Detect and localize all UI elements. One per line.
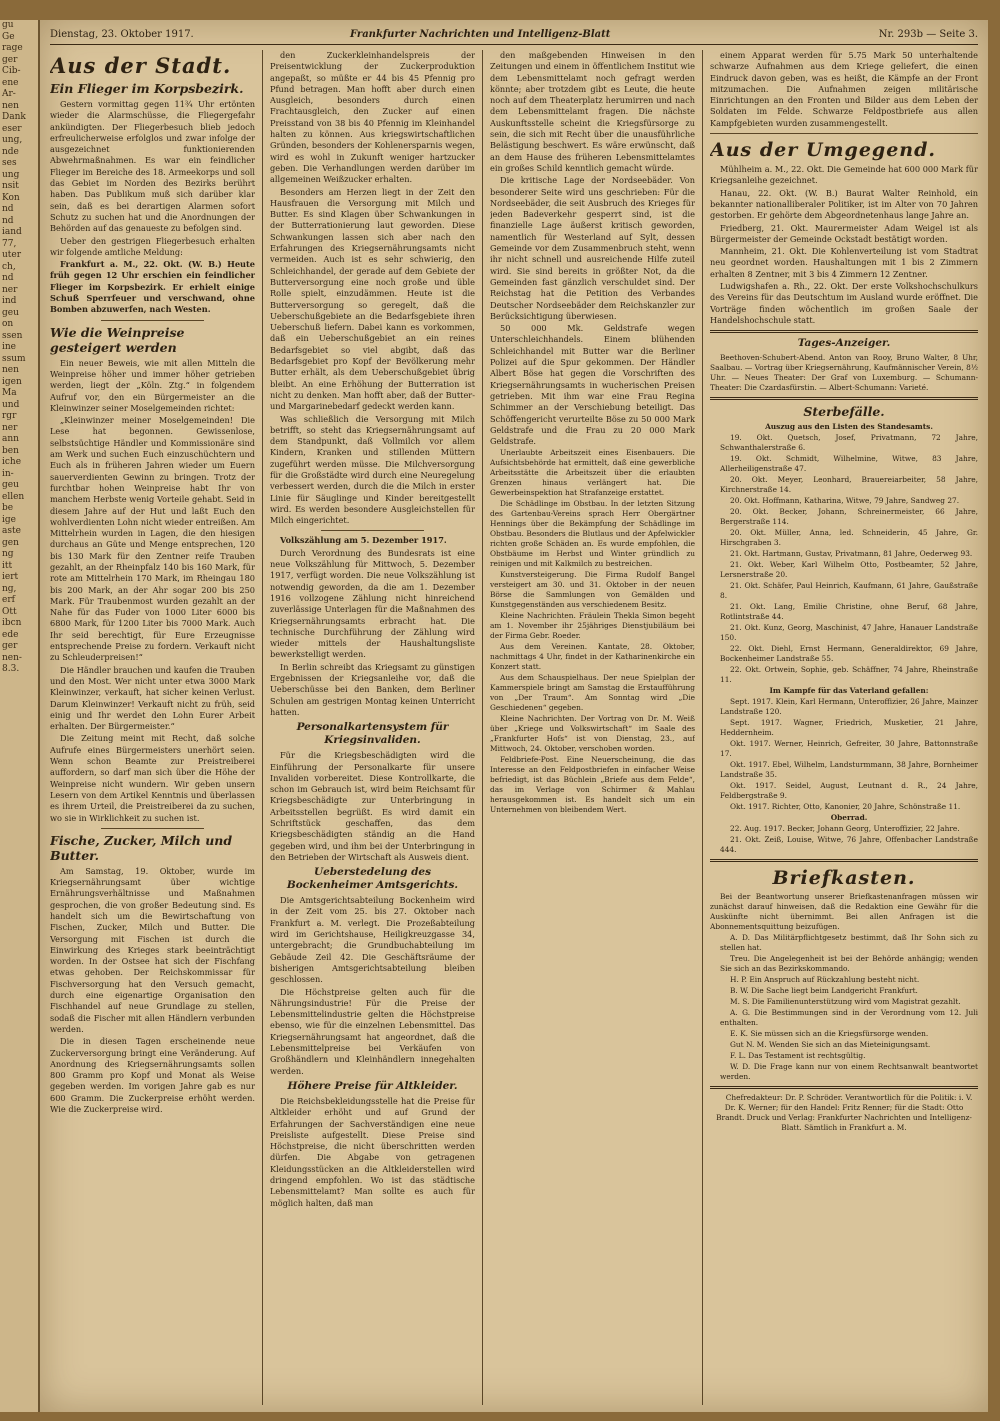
death-notice: 20. Okt. Hoffmann, Katharina, Witwe, 79 Jahre, Sandweg 27. [730,496,960,506]
prev-page-fragment: iand [2,227,22,237]
article-paragraph: Unerlaubte Arbeitszeit eines Eisenbauers. Die Aufsichtsbehörde hat ermittelt, daß eine gewerbliche Arbeitsstätte die Arbeitszeit über die erlaubten Grenzen hinaus verlängert hat. Die Gewerbeinspektion hat Strafanzeige erstattet. [490,448,695,498]
article-paragraph: Kleine Nachrichten. Fräulein Thekla Simon begeht am 1. November ihr 25jähriges Dienstjubiläum bei der Firma Gebr. Roeder. [490,611,695,641]
article-paragraph: Frankfurt a. M., 22. Okt. (W. B.) Heute früh gegen 12 Uhr erschien ein feindlicher Flieger im Korpsbezirk. Er erhielt einige Schuß Sperrfeuer und verschwand, ohne Bomben abzuwerfen, nach Westen. [50,259,255,315]
prev-page-fragment: ses [2,158,17,168]
article-paragraph: Hanau, 22. Okt. (W. B.) Baurat Walter Reinhold, ein bekannter nationalliberaler Politiker, ist im Alter von 70 Jahren gestorben. Er gehörte dem Abgeordnetenhaus lange Jahre an. [710,187,978,221]
article-paragraph: Ludwigshafen a. Rh., 22. Okt. Der erste Volkshochschulkurs des Vereins für das Deutschtum im Ausland wurde eröffnet. Die Vorträge finden wöchentlich im großen Saale der Handelshochschule statt. [710,281,978,325]
fallen-soldier-notice: Okt. 1917. Seidel, August, Leutnant d. R., 24 Jahre, Feldbergstraße 9. [720,781,978,801]
prev-page-fragment: 8.3. [2,664,20,674]
fallen-soldier-notice: Okt. 1917. Richter, Otto, Kanonier, 20 Jahre, Schönstraße 11. [730,802,961,812]
article-paragraph: Besonders am Herzen liegt in der Zeit den Hausfrauen die Versorgung mit Milch und Butter. Es sind Klagen über Schwankungen in der Butterrationierung laut geworden. Diese Schwankungen lassen sich aber nach den Erfahrungen des Kriegsernährungsamts nicht vermeiden. Auch ist es sehr schwierig, den Schleichhandel, der gerade auf dem Gebiete der Butterversorgung eine noch große und üble Rolle spielt, einzudämmen. Heute ist die Butterversorgung so geregelt, daß die Ueberschußgebiete an die Bedarfsgebiete ihren Ueberschuß liefern. Dabei kann es vorkommen, daß ein Ueberschußgebiet an ein reines Bedarfsgebiet so viel abgibt, daß das Bedarfsgebiet pro Kopf der Bevölkerung mehr Butter erhält, als dem Ueberschußgebiet übrig bleibt. An eine Erhöhung der Butterration ist nicht zu denken. Man hofft aber, daß der Butter- und Margarinebedarf gedeckt werden kann. [270,186,475,412]
divider [710,1086,978,1089]
prev-page-fragment: und [2,399,20,410]
article-paragraph: Gestern vormittag gegen 11¾ Uhr ertönten wieder die Alarmschüsse, die Fliegergefahr ankündigten. Der Fliegerbesuch blieb jedoch erfreulicherweise erfolglos und zwar infolge der ausgezeichnet funktionierenden Abwehrmaßnahmen. Es war ein feindlicher Flieger im Bereiche des 18. Armeekorps und soll das Gebiet im Norden des Bezirks berührt haben. Das Publikum muß sich darüber klar sein, daß es bei derartigen Alarmen sofort Schutz zu suchen hat und die Anordnungen der Behörden auf das genaueste zu befolgen sind. [50,99,255,234]
death-notice: 21. Okt. Lang, Emilie Christine, ohne Beruf, 68 Jahre, Rotlintstraße 44. [720,602,978,622]
prev-page-fragment: on [2,319,14,329]
column-1 [50,50,255,1405]
article-paragraph: Ein neuer Beweis, wie mit allen Mitteln die Weinpreise höher und immer höher getrieben werden, liegt der „Köln. Ztg.“ in folgendem Aufruf vor, den ein Bürgermeister an die Kleinwinzer seiner Moselgemeinden richtet: [50,357,255,413]
divider [710,859,978,862]
prev-page-fragment: iche [2,457,22,467]
death-notice: 19. Okt. Quetsch, Josef, Privatmann, 72 Jahre, Schwanthalerstraße 6. [720,433,978,453]
prev-page-fragment: gen [2,537,19,548]
prev-page-fragment: Kon [2,192,20,203]
article-paragraph: Friedberg, 21. Okt. Maurermeister Adam Weigel ist als Bürgermeister der Gemeinde Ockstadt bestätigt worden. [710,222,978,244]
prev-page-fragment: Ma [2,388,17,398]
prev-page-fragment: ellen [2,491,25,502]
article-paragraph: Was schließlich die Versorgung mit Milch betrifft, so steht das Kriegsernährungsamt auf dem Standpunkt, daß Vollmilch vor allem Kindern, Kranken und stillenden Müttern zugeführt werden müsse. Die Milchversorgung für die Großstädte wird durch eine Neuregelung verbessert werden, durch die die Milch in erster Linie für Säuglinge und Kinder bereitgestellt wird. Es werden besondere Ausgleichstellen für Milch eingerichtet. [270,413,475,526]
article-paragraph: Die Reichsbekleidungsstelle hat die Preise für Altkleider erhöht und auf Grund der Erfahrungen der Sachverständigen eine neue Preisliste aufgestellt. Diese Preise sind Höchstpreise, die nicht überschritten werden dürfen. Die Abgabe von getragenen Kleidungsstücken an die Altkleiderstellen wird dringend empfohlen. Wo ist das städtische Lebensmittelamt? Man sollte es auch für möglich halten, daß man [270,1095,475,1208]
prev-page-fragment: uter [2,250,22,260]
prev-page-fragment: iert [2,572,19,582]
fallen-soldiers-list [710,697,978,812]
prev-page-fragment: geu [2,480,19,490]
column-4 [710,50,978,1405]
article-paragraph: In Berlin schreibt das Kriegsamt zu günstigen Ergebnissen der Kriegsanleihe vor, daß die Ueberschüsse bei den Banken, dem Berliner Schulen am gestrigen Montag keinen Unterricht hatten. [270,661,475,717]
divider [101,320,204,321]
divider [101,828,204,829]
death-notice: 22. Okt. Diehl, Ernst Hermann, Generaldirektor, 69 Jahre, Bockenheimer Landstraße 55. [720,644,978,664]
article-paragraph: Kleine Nachrichten. Der Vortrag von Dr. M. Weiß über „Kriege und Volkswirtschaft“ im Saale des „Frankfurter Hofs“ ist von Dienstag, 23., auf Mittwoch, 24. Oktober, verschoben worden. [490,714,695,754]
section-title-briefkasten: Briefkasten. [772,867,916,890]
divider [321,530,424,531]
column-rule [702,50,703,1405]
prev-page-fragment: ger [2,641,18,651]
prev-page-fragment: Cib- [2,66,21,76]
prev-page-fragment: ner [2,422,18,433]
letter-reply: A. G. Die Bestimmungen sind in der Verordnung vom 12. Juli enthalten. [720,1008,978,1028]
prev-page-fragment: ind [2,296,17,306]
letter-reply: F. L. Das Testament ist rechtsgültig. [730,1051,866,1061]
article-paragraph: Die in diesen Tagen erscheinende neue Zuckerversorgung bringt eine Veränderung. Auf Anordnung des Kriegsernährungsamts sollen 800 Gramm pro Kopf und Monat als Weise gegeben werden. Im vorigen Jahre gab es nur 600 Gramm. Die Zuckerpreise erhöht werden. Wie die Zuckerpreise wird. [50,1036,255,1115]
article-paragraph: Die Amtsgerichtsabteilung Bockenheim wird in der Zeit vom 25. bis 27. Oktober nach Frankfurt a. M. verlegt. Die Prozeßabteilung wird im Gerichtshause, Heiligkreuzgasse 34, untergebracht; die Grundbuchabteilung im Gebäude Zeil 42. Die Geschäftsräume der bisherigen Amtsgerichtsabteilung bleiben geschlossen. [270,895,475,985]
headline-tages-anzeiger: Tages-Anzeiger. [797,337,891,350]
column-2 [270,50,475,1405]
section-title-stadt: Aus der Stadt. [50,53,232,78]
letter-reply: H. P. Ein Anspruch auf Rückzahlung besteht nicht. [730,975,920,985]
prev-page-fragment: be [2,503,14,513]
headline-personalkarten: Personalkartensystem für Kriegsinvaliden. [296,721,449,747]
prev-page-fragment: ibcn [2,618,22,628]
death-notice: 22. Aug. 1917. Becker, Johann Georg, Unteroffizier, 22 Jahre. [730,824,960,834]
subheading: Oberrad. [830,813,868,823]
letters-list [710,933,978,1082]
newspaper-page [40,20,988,1412]
prev-page-fragment: 77, [2,238,17,249]
article-paragraph: 50 000 Mk. Geldstrafe wegen Unterschleichhandels. Einem blühenden Schleichhandel mit Butter war die Berliner Polizei auf die Spur gekommen. Der Händler Albert Böse hat gegen die Vorschriften des Kriegsernährungsamts in wucherischen Preisen getrieben. Mit ihm war eine Frau Regina Schimmer an der Verschiebung beteiligt. Das Schöffengericht verurteilte Böse zu 50 000 Mark Geldstrafe und die Frau zu 20 000 Mark Geldstrafe. [490,323,695,447]
prev-page-fragment: igen [2,376,22,387]
article-paragraph: Für die Kriegsbeschädigten wird die Einführung der Personalkarte für unsere Invaliden vorbereitet. Diese Kontrollkarte, die schon im Gebrauch ist, wird beim Reichsamt für Kriegsbeschädigte zur Unterbringung in Arbeitsstellen begrüßt. Es wird damit ein Schriftstück geschaffen, das dem Kriegsbeschädigten ständig an die Hand gegeben wird, und ihm bei der Unterbringung in den Betrieben der Wirtschaft als Ausweis dient. [270,750,475,862]
article-paragraph: einem Apparat werden für 5.75 Mark 50 unterhaltende schwarze Aufnahmen aus dem Kriege geliefert, die einen Eindruck davon geben, was es heißt, die Kämpfe an der Front mitzumachen. Die Aufnahmen zeigen militärische Einrichtungen an den Fronten und Bilder aus dem Leben der Soldaten im Felde. Schwarze Feldpostbriefe aus allen Kampfgebieten wurden zusammengestellt. [710,50,978,128]
prev-page-fragment: ng, [2,583,17,594]
prev-page-fragment: Ar- [2,89,16,99]
fallen-soldier-notice: Sept. 1917. Klein, Karl Hermann, Unteroffizier, 26 Jahre, Mainzer Landstraße 120. [720,697,978,717]
column-rule [262,50,263,1405]
column-rule [482,50,483,1405]
prev-page-fragment: nd [2,273,14,283]
article-paragraph: Beethoven-Schubert-Abend. Anton van Rooy, Bruno Walter, 8 Uhr, Saalbau. — Vortrag über Kriegsernährung, Kaufmännischer Verein, 8½ Uhr. — Neues Theater: Der Graf von Luxemburg. — Schumann-Theater: Die Czardasfürstin. — Albert-Schumann: Varieté. [710,353,978,393]
prev-page-fragment: ng [2,549,14,559]
death-notice: 22. Okt. Ortwein, Sophie, geb. Schäffner, 74 Jahre, Rheinstraße 11. [720,665,978,685]
article-paragraph: „Kleinwinzer meiner Moselgemeinden! Die Lese hat begonnen. Gewissenlose, selbstsüchtige Händler und Kommissionäre sind am Werk und suchen Euch einzuschüchtern und Euch als in früheren Jahren wieder um Euern sauerverdienten Gewinn zu bringen. Trotz der furchtbar hohen Weinpreise habt Ihr von manchem Herbste wenig Vorteile gehabt. Seid in diesem Jahre auf der Hut und laßt Euch den wohlverdienten Lohn nicht wieder entreißen. Am Mittelrhein wurden in Lagen, die den hiesigen durchaus an Güte und Menge entsprechen, 120 bis 130 Mark für den Zentner reife Trauben gezahlt, an der Rheinpfalz 140 bis 160 Mark, für rote am Mittelrhein 170 Mark, im Rheingau 180 bis 200 Mark, an der Ahr sogar 200 bis 250 Mark. Für Traubenmost wurden gezahlt an der Nahe für das Fuder von 1000 Liter 6000 bis 6800 Mark, für 1200 Liter bis 7000 Mark. Auch Ihr seid berechtigt, für Eure Erzeugnisse entsprechende Preise zu fordern. Verkauft nicht zu Schleuderpreisen!“ [50,415,255,663]
letter-reply: B. W. Die Sache liegt beim Landgericht Frankfurt. [730,986,918,996]
issue-date: Dienstag, 23. Oktober 1917. [50,29,194,40]
prev-page-fragment: ner [2,284,18,295]
letter-reply: E. K. Sie müssen sich an die Kriegsfürsorge wenden. [730,1029,929,1039]
prev-page-fragment: nen- [2,652,22,663]
prev-page-fragment: ssen [2,330,23,341]
divider [710,133,978,134]
death-notice: 20. Okt. Müller, Anna, led. Schneiderin, 45 Jahre, Gr. Hirschgraben 3. [720,528,978,548]
article-paragraph: Bei der Beantwortung unserer Briefkastenanfragen müssen wir zunächst darauf hinweisen, daß die Redaktion eine Gewähr für die Auskünfte nicht übernimmt. Bei allen Anfragen ist die Abonnementsquittung beizufügen. [710,892,978,932]
prev-page-fragment: rage [2,43,23,53]
death-notice: 19. Okt. Schmidt, Wilhelmine, Witwe, 83 Jahre, Allerheiligenstraße 47. [720,454,978,474]
prev-page-fragment: ine [2,342,17,352]
prev-page-fragment: ger [2,54,18,65]
subheading: Auszug aus den Listen des Standesamts. [765,422,933,432]
headline-sterbefaelle: Sterbefälle. [803,404,885,420]
article-paragraph: Am Samstag, 19. Oktober, wurde im Kriegsernährungsamt über wichtige Ernährungsverhältnisse und Maßnahmen gesprochen, die von großer Bedeutung sind. Es handelt sich um die Bewirtschaftung von Fischen, Zucker, Milch und Butter. Die Versorgung mit Fischen ist durch die Einwirkung des Krieges stark beeinträchtigt worden. In der Ostsee hat sich der Fischfang etwas gehoben. Der Reichskommissar für Fischversorgung hat den Versuch gemacht, durch eine eigenartige Organisation den Fischhandel auf neue Grundlage zu stellen, sodaß die Fischer mit allen Händlern verbunden werden. [50,865,255,1034]
prev-page-fragment: erf [2,595,15,605]
oberrad-list [710,824,978,855]
section-title-umgegend: Aus der Umgegend. [710,139,936,162]
prev-page-fragment: aste [2,526,21,536]
article-paragraph: Die kritische Lage der Nordseebäder. Von besonderer Seite wird uns geschrieben: Für die Nordseebäder, die seit Ausbruch des Krieges für jeden Badeverkehr gesperrt sind, ist die finanzielle Lage äußerst kritisch geworden, namentlich für Westerland auf Sylt, dessen Gemeinde vor dem Zusammenbruch steht, wenn ihr nicht schnell und ausreichende Hilfe zuteil wird. Sie sind bereits in größter Not, da die Gemeinden fast gänzlich verschuldet sind. Der Reichstag hat die Petition des Verbandes Deutscher Nordseebäder dem Reichskanzler zur Berücksichtigung überwiesen. [490,175,695,321]
article-paragraph: Die Zeitung meint mit Recht, daß solche Aufrufe eines Bürgermeisters unerhört seien. Wenn schon Beamte zur Preistreiberei auffordern, so darf man sich über die Höhe der Weinpreise nicht wundern. Wir geben unsern Lesern von dem Artikel Kenntnis und überlassen es ihrem Urteil, die Preistreiberei da zu suchen, wo sie in Wirklichkeit zu suchen ist. [50,733,255,823]
death-notice: 21. Okt. Schäfer, Paul Heinrich, Kaufmann, 61 Jahre, Gaußstraße 8. [720,581,978,601]
prev-page-fragment: nd [2,204,14,214]
headline-fische: Fische, Zucker, Milch und Butter. [50,832,233,863]
death-notice: 21. Okt. Weber, Karl Wilhelm Otto, Postbeamter, 52 Jahre, Lersnerstraße 20. [720,560,978,580]
article-paragraph: Ueber den gestrigen Fliegerbesuch erhalten wir folgende amtliche Meldung: [50,235,255,257]
subheading: Im Kampfe für das Vaterland gefallen: [769,686,929,696]
prev-page-fragment: ch, [2,261,16,272]
column-3 [490,50,695,1405]
fallen-soldier-notice: Okt. 1917. Werner, Heinrich, Gefreiter, 30 Jahre, Battonnstraße 17. [720,739,978,759]
letter-reply: M. S. Die Familienunterstützung wird vom Magistrat gezahlt. [730,997,961,1007]
headline-weinpreise: Wie die Weinpreise gesteigert werden [50,324,185,355]
prev-page-fragment: ede [2,629,19,640]
issue-number: Nr. 293b — Seite 3. [878,29,978,40]
previous-page-edge [0,20,40,1412]
prev-page-fragment: itt [2,560,13,571]
fallen-soldier-notice: Sept. 1917. Wagner, Friedrich, Musketier, 21 Jahre, Heddernheim. [720,718,978,738]
letter-reply: A. D. Das Militärpflichtgesetz bestimmt, daß Ihr Sohn sich zu stellen hat. [720,933,978,953]
prev-page-fragment: ssum [2,353,26,364]
prev-page-fragment: nd [2,215,14,226]
headline-volkszaehlung: Volkszählung am 5. Dezember 1917. [280,535,447,546]
prev-page-fragment: nde [2,146,19,157]
article-paragraph: Feldbriefe-Post. Eine Neuerscheinung, die das Interesse an den Feldpostbriefen in einfacher Weise befriedigt, ist das Büchlein „Briefe aus dem Felde“, das im Verlage von Schirmer & Mahlau herausgekommen ist. Es handelt sich um ein Unternehmen von bleibendem Wert. [490,755,695,815]
prev-page-fragment: ann [2,434,19,444]
article-paragraph: Aus dem Vereinen. Kantate, 28. Oktober, nachmittags 4 Uhr, findet in der Katharinenkirche ein Konzert statt. [490,642,695,672]
prev-page-fragment: geu [2,307,19,318]
death-notice: 21. Okt. Kunz, Georg, Maschinist, 47 Jahre, Hanauer Landstraße 150. [720,623,978,643]
prev-page-fragment: nen [2,100,19,111]
fallen-soldier-notice: Okt. 1917. Ebel, Wilhelm, Landsturmmann, 38 Jahre, Bornheimer Landstraße 35. [720,760,978,780]
article-paragraph: den maßgebenden Hinweisen in den Zeitungen und einem in öffentlichem Institut wie dem Lebensmittelamt noch gefragt werden könnte; aber trotzdem gibt es Leute, die heute noch auf dem Theaterplatz herumirren und nach dem Lebensmittelamt fragen. Die nächste Auskunftsstelle scheint die Kriegsfürsorge zu sein, die sich mit Recht über die unausführliche Belästigung beschwert. Es wäre erwünscht, daß an dem Hause des früheren Lebensmittelamtes ein großes Schild kenntlich gemacht würde. [490,50,695,173]
prev-page-fragment: rgr [2,411,17,421]
imprint: Chefredakteur: Dr. P. Schröder. Verantwortlich für die Politik: i. V. Dr. K. Werner; für den Handel: Fritz Renner; für die Stadt: Otto Brandt. Druck und Verlag: Frankfurter Nachrichten und Intelligenz-Blatt. Sämtlich in Frankfurt a. M. [716,1093,973,1133]
death-notice: 20. Okt. Meyer, Leonhard, Brauereiarbeiter, 58 Jahre, Kirchnerstraße 14. [720,475,978,495]
prev-page-fragment: ige [2,514,16,525]
article-paragraph: Aus dem Schauspielhaus. Der neue Spielplan der Kammerspiele bringt am Samstag die Erstaufführung von „Der Traum“. Am Sonntag wird „Die Geschiedenen“ gegeben. [490,673,695,713]
divider [710,330,978,333]
prev-page-fragment: gu [2,20,14,30]
article-paragraph: Die Schädlinge im Obstbau. In der letzten Sitzung des Gartenbau-Vereins sprach Herr Obergärtner Hennings über die Bekämpfung der Schädlinge im Obstbau. Besonders die Blutlaus und der Apfelwickler richten große Schäden an. Es wurde empfohlen, die Obstbäume im Herbst und Winter gründlich zu reinigen und mit Kalkmilch zu bestreichen. [490,499,695,569]
divider [710,397,978,400]
headline-amtsgericht: Ueberstedelung des Bockenheimer Amtsgerichts. [286,866,459,892]
prev-page-fragment: nsit [2,181,19,191]
headline-altkleider: Höhere Preise für Altkleider. [287,1079,458,1092]
prev-page-fragment: Ge [2,31,15,42]
article-paragraph: Mühlheim a. M., 22. Okt. Die Gemeinde hat 600 000 Mark für Kriegsanleihe gezeichnet. [710,164,978,186]
newspaper-title: Frankfurter Nachrichten und Intelligenz-Blatt [350,29,611,40]
death-notice: 21. Okt. Zeiß, Louise, Witwe, 76 Jahre, Offenbacher Landstraße 444. [720,835,978,855]
article-paragraph: Kunstversteigerung. Die Firma Rudolf Bangel versteigert am 30. und 31. Oktober in der neuen Börse die Sammlungen von Gemälden und Kunstgegenständen aus verschiedenem Besitz. [490,570,695,610]
letter-reply: W. D. Die Frage kann nur von einem Rechtsanwalt beantwortet werden. [720,1062,978,1082]
article-paragraph: den Zuckerkleinhandelspreis der Preisentwicklung der Zuckerproduktion angepaßt, so müßte er 44 bis 45 Pfennig pro Pfund betragen. Man hofft aber durch einen Ausgleich, besonders durch einen Frachtausgleich, den Zucker auf einen Preisstand von 38 bis 40 Pfennig im Kleinhandel halten zu können. Aus kriegswirtschaftlichen Gründen, besonders der Kohlenersparnis wegen, wird es wohl in Zukunft weniger hartzucker geben. Die Verhandlungen werden darüber im allgemeinen Weißzucker erhalten. [270,50,475,185]
prev-page-fragment: in- [2,468,14,479]
prev-page-fragment: ene [2,77,19,88]
death-notice: 21. Okt. Hartmann, Gustav, Privatmann, 81 Jahre, Oederweg 93. [730,549,973,559]
prev-page-fragment: Dank [2,112,26,122]
headline-flieger: Ein Flieger im Korpsbezirk. [50,81,244,96]
prev-page-fragment: eser [2,123,22,134]
article-paragraph: Die Höchstpreise gelten auch für die Nährungsindustrie! Für die Preise der Lebensmittelindustrie gelten die Höchstpreise ebenso, wie für die einzelnen Lebensmittel. Das Kriegsernährungsamt hat angeordnet, daß die Lebensmittelpreise bei Verkäufen von Großhändlern und Kleinhändlern innegehalten werden. [270,986,475,1076]
prev-page-fragment: ben [2,445,19,456]
prev-page-fragment: ung [2,169,20,180]
death-notice: 20. Okt. Becker, Johann, Schreinermeister, 66 Jahre, Bergerstraße 114. [720,507,978,527]
prev-page-fragment: nen [2,365,19,375]
article-paragraph: Mannheim, 21. Okt. Die Kohlenverteilung ist vom Stadtrat neu geordnet worden. Haushaltungen mit 1 bis 2 Zimmern erhalten 8 Zentner, mit 3 bis 4 Zimmern 12 Zentner. [710,246,978,279]
prev-page-fragment: Ott [2,606,17,617]
death-notices-list [710,433,978,685]
letter-reply: Gut N. M. Wenden Sie sich an das Mieteinigungsamt. [730,1040,931,1050]
prev-page-fragment: ung, [2,135,23,145]
letter-reply: Treu. Die Angelegenheit ist bei der Behörde anhängig; wenden Sie sich an das Bezirkskommando. [720,954,978,974]
article-paragraph: Die Händler brauchen und kaufen die Trauben und den Most. Wer nicht unter etwa 3000 Mark Kleinwinzer, verkauft, hat sicher keinen Verlust. Darum Kleinwinzer! Verkauft nicht zu früh, seid einig und Ihr werdet den Lohn Eurer Arbeit erhalten. Der Bürgermeister.“ [50,664,255,732]
article-paragraph: Durch Verordnung des Bundesrats ist eine neue Volkszählung für Mittwoch, 5. Dezember 1917, verfügt worden. Die neue Volkszählung ist notwendig geworden, da die am 1. Dezember 1916 vollzogene Zählung nicht hinreichend zuverlässige Unterlagen für die Maßnahmen des Kriegsernährungsamts erbracht hat. Die technische Durchführung der Zählung wird wieder mittels der Haushaltungsliste bewerkstelligt werden. [270,547,475,660]
page-header [50,28,978,45]
